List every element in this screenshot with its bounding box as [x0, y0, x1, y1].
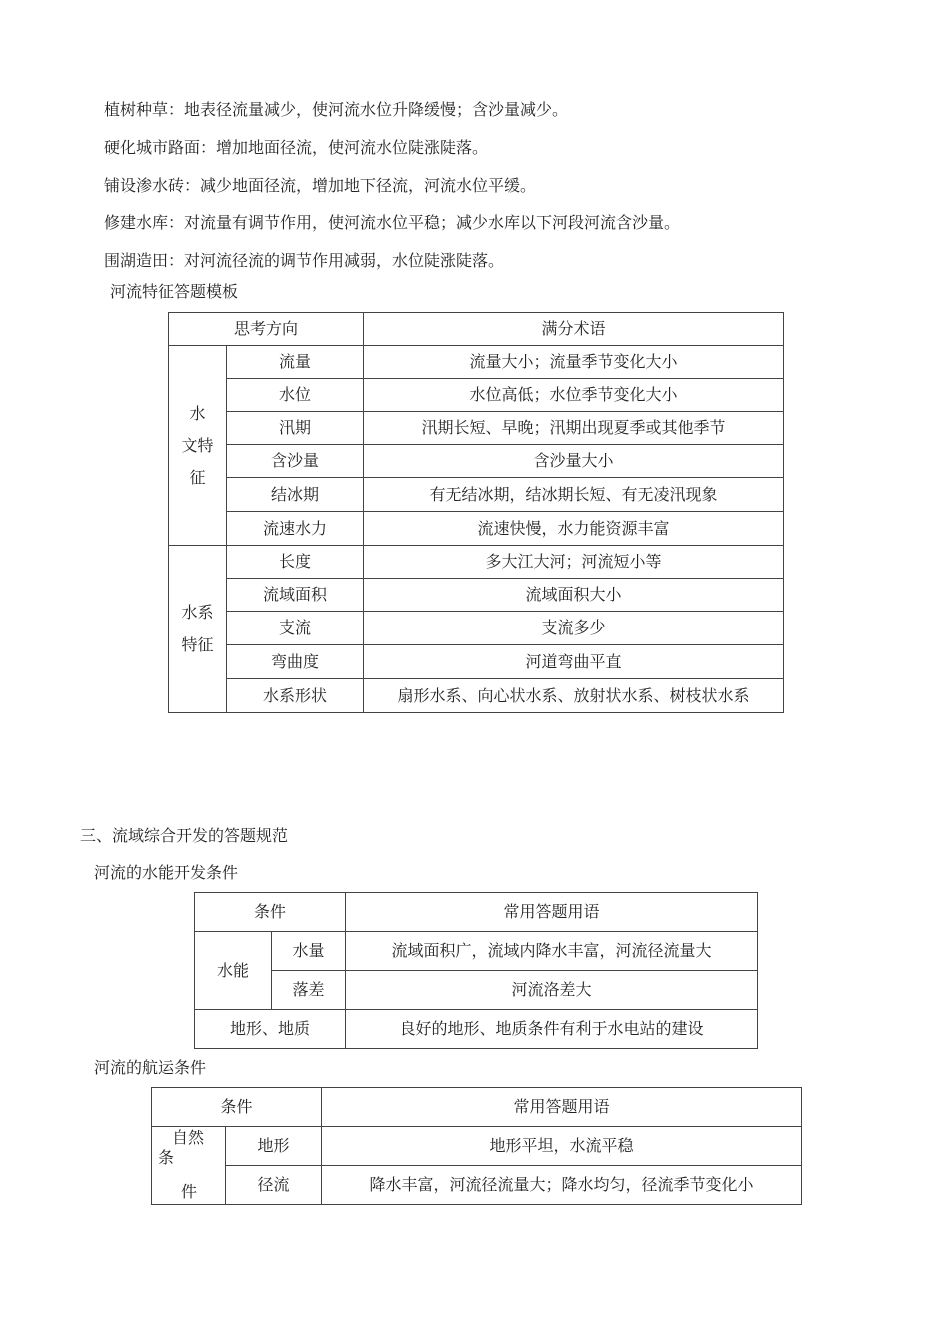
natural-conditions-group-label: 自然 条 件: [152, 1127, 226, 1205]
table2-header-terms: 常用答题用语: [346, 893, 758, 932]
table-cell-term: 河流洛差大: [346, 971, 758, 1010]
section3-heading: 三、流域综合开发的答题规范: [80, 826, 289, 845]
table-cell-term: 良好的地形、地质条件有利于水电站的建设: [346, 1010, 758, 1049]
hydropower-conditions-table: [194, 892, 758, 1049]
table-cell-item: 落差: [272, 971, 346, 1010]
table-cell-item: 支流: [227, 612, 364, 645]
table-cell-term: 地形平坦，水流平稳: [322, 1127, 802, 1166]
terrain-geology-label: 地形、地质: [195, 1010, 346, 1049]
table-cell-term: 降水丰富，河流径流量大；降水均匀，径流季节变化小: [322, 1166, 802, 1205]
navigation-conditions-table: [151, 1087, 802, 1205]
paragraph-lake-reclamation: 围湖造田：对河流径流的调节作用减弱，水位陡涨陡落。: [104, 251, 505, 270]
table2-caption: 河流的水能开发条件: [94, 863, 239, 882]
table-cell-term: 多大江大河；河流短小等: [364, 546, 784, 579]
table-cell-item: 地形: [226, 1127, 322, 1166]
table-cell-term: 有无结冰期，结冰期长短、有无凌汛现象: [364, 478, 784, 512]
paragraph-permeable-bricks: 铺设渗水砖：减少地面径流，增加地下径流，河流水位平缓。: [104, 176, 537, 195]
table-cell-term: 含沙量大小: [364, 445, 784, 478]
table-cell-term: 流域面积广，流域内降水丰富，河流径流量大: [346, 932, 758, 971]
river-features-table: [168, 312, 784, 713]
table-cell-term: 支流多少: [364, 612, 784, 645]
table3-caption: 河流的航运条件: [94, 1058, 207, 1077]
table-cell-term: 流域面积大小: [364, 579, 784, 612]
table-cell-item: 流量: [227, 346, 364, 379]
table1-caption: 河流特征答题模板: [110, 282, 239, 301]
table-cell-item: 流域面积: [227, 579, 364, 612]
table-cell-item: 水位: [227, 379, 364, 412]
table1-header-terms: 满分术语: [364, 313, 784, 346]
table-cell-term: 流量大小；流量季节变化大小: [364, 346, 784, 379]
hydropower-group-label: 水能: [195, 932, 272, 1010]
table-cell-item: 汛期: [227, 412, 364, 445]
table3-header-terms: 常用答题用语: [322, 1088, 802, 1127]
paragraph-road-hardening: 硬化城市路面：增加地面径流，使河流水位陡涨陡落。: [104, 138, 489, 157]
table1-header-direction: 思考方向: [169, 313, 364, 346]
table-cell-term: 扇形水系、向心状水系、放射状水系、树枝状水系: [364, 679, 784, 713]
table-cell-item: 水系形状: [227, 679, 364, 713]
table-cell-item: 弯曲度: [227, 645, 364, 679]
table-cell-item: 水量: [272, 932, 346, 971]
table-cell-term: 水位高低；水位季节变化大小: [364, 379, 784, 412]
table-cell-term: 流速快慢，水力能资源丰富: [364, 512, 784, 546]
paragraph-afforestation: 植树种草：地表径流量减少，使河流水位升降缓慢；含沙量减少。: [104, 100, 569, 119]
water-system-group-label: 水系 特征: [169, 546, 227, 713]
table3-header-condition: 条件: [152, 1088, 322, 1127]
table-cell-item: 结冰期: [227, 478, 364, 512]
table-cell-term: 汛期长短、早晚；汛期出现夏季或其他季节: [364, 412, 784, 445]
paragraph-reservoir: 修建水库：对流量有调节作用，使河流水位平稳；减少水库以下河段河流含沙量。: [104, 213, 681, 232]
table-cell-item: 流速水力: [227, 512, 364, 546]
hydrology-group-label: 水 文特 征: [169, 346, 227, 546]
table-cell-term: 河道弯曲平直: [364, 645, 784, 679]
table-cell-item: 长度: [227, 546, 364, 579]
table-cell-item: 径流: [226, 1166, 322, 1205]
table-cell-item: 含沙量: [227, 445, 364, 478]
table2-header-condition: 条件: [195, 893, 346, 932]
